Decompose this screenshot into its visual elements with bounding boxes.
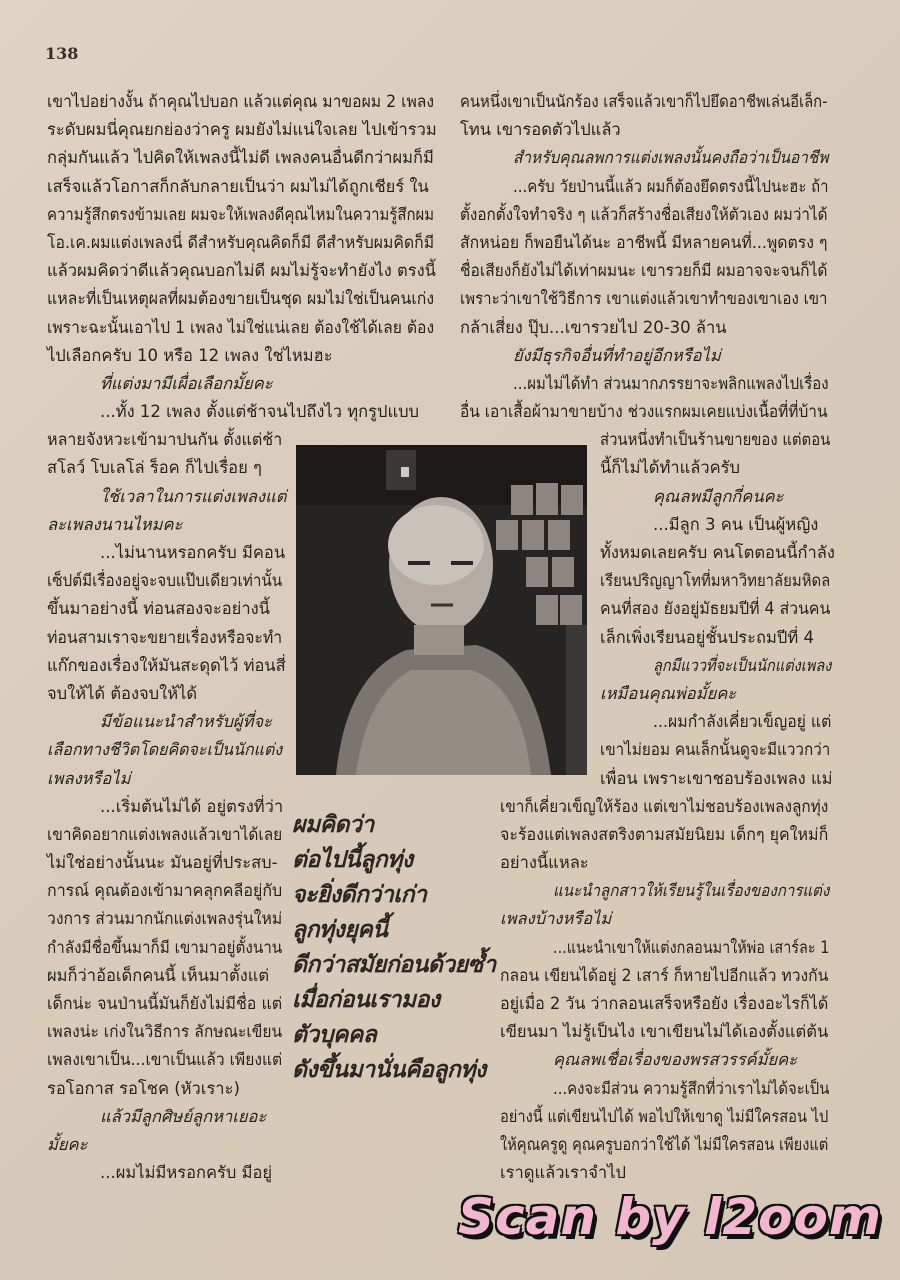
text-line: ผมก็ว่าอ้อเด็กคนนี้ เห็นมาตั้งแต่ (47, 965, 270, 985)
text-line: ...ผมไม่ได้ทำ ส่วนมากภรรยาจะพลิกแพลงไปเรื่อง (513, 373, 829, 393)
portrait-photo (296, 445, 587, 775)
text-line: เพราะฉะนั้นเอาไป 1 เพลง ไม่ใช่แน่เลย ต้องใช้ได้เลย ต้อง (47, 317, 435, 337)
portrait-photo-image (296, 445, 587, 775)
interview-question: มีข้อแนะนำสำหรับผู้ที่จะ (100, 712, 273, 732)
text-line: เพราะว่าเขาใช้วิธีการ เขาแต่งแล้วเขาทำของเขาเอง เขา (460, 289, 828, 309)
text-line: กลอน เขียนได้อยู่ 2 เสาร์ ก็หายไปอีกแล้ว ทวงกัน (500, 965, 829, 985)
text-line: เพลงน่ะ เก่งในวิธีการ ลักษณะเขียน (47, 1022, 283, 1042)
text-line: อย่างนี้ แต่เขียนไปได้ พอไปให้เขาดู ไม่มีใครสอน ไป (500, 1106, 829, 1126)
interview-question: ลูกมีแววที่จะเป็นนักแต่งเพลง (653, 655, 832, 675)
text-line: ความรู้สึกตรงข้ามเลย ผมจะให้เพลงดีคุณไหมในความรู้สึกผม (47, 204, 435, 224)
page-number: 138 (45, 44, 79, 63)
text-line: ตั้งอกตั้งใจทำจริง ๆ แล้วก็สร้างชื่อเสียงให้ตัวเอง ผมว่าได้ (460, 204, 828, 224)
text-line: อย่างนี้แหละ (500, 853, 589, 873)
interview-question: ที่แต่งมามีเผื่อเลือกมั้ยคะ (100, 373, 273, 393)
text-line: ...ผมไม่มีหรอกครับ มีอยู่ (100, 1163, 273, 1183)
interview-question: คุณลพมีลูกกี่คนคะ (653, 486, 784, 506)
pull-quote-line: ดังขึ้นมานั่นคือลูกทุ่ง (292, 1057, 486, 1083)
pull-quote-line: เมื่อก่อนเรามอง (292, 987, 440, 1013)
text-line: ขึ้นมาอย่างนี้ ท่อนสองจะอย่างนี้ (47, 599, 270, 619)
text-line: ส่วนหนึ่งทำเป็นร้านขายของ แต่ตอน (600, 430, 831, 450)
text-line: เด็กน่ะ จนป่านนี้มันก็ยังไม่มีชื่อ แต่ (47, 994, 283, 1013)
text-line: เสร็จแล้วโอกาสก็กลับกลายเป็นว่า ผมไม่ได้ถูกเชียร์ ใน (47, 176, 429, 196)
text-line: อื่น เอาเสื้อผ้ามาขายบ้าง ช่วงแรกผมเคยแบ่งเนื้อที่ที่บ้าน (460, 402, 828, 422)
text-line: ...ผมกำลังเคี่ยวเข็ญอยู่ แต่ (653, 712, 832, 732)
text-line: การณ์ คุณต้องเข้ามาคลุกคลีอยู่กับ (47, 881, 283, 901)
text-line: เล็กเพิ่งเรียนอยู่ชั้นประถมปีที่ 4 (600, 627, 814, 647)
text-line: ไม่ใช่อย่างนั้นนะ มันอยู่ที่ประสบ- (47, 853, 278, 873)
interview-question: เพลงบ้างหรือไม่ (500, 909, 612, 929)
text-line: ชื่อเสียงก็ยังไม่ได้เท่าผมนะ เขารวยก็มี ผมอาจจะจนก็ได้ (460, 261, 828, 281)
text-line: อยู่เมื่อ 2 วัน ว่ากลอนเสร็จหรือยัง เรื่องอะไรก็ได้ (500, 994, 829, 1013)
text-line: แก๊กของเรื่องให้มันสะดุดไว้ ท่อนสี่ (47, 655, 286, 675)
text-line: รอโอกาส รอโชค (หัวเราะ) (47, 1078, 240, 1098)
pull-quote-line: ลูกทุ่งยุคนี้ (292, 917, 388, 943)
text-line: เขาก็เคี่ยวเข็ญให้ร้อง แต่เขาไม่ชอบร้องเพลงลูกทุ่ง (500, 796, 829, 816)
text-line: ให้คุณครูดู คุณครูบอกว่าใช้ได้ ไม่มีใครสอน เพียงแต่ (500, 1134, 829, 1154)
text-line: ระดับผมนี่คุณยกย่องว่าครู ผมยังไม่แน่ใจเลย ไปเข้ารวม (47, 120, 437, 140)
pull-quote-line: ตัวบุคคล (292, 1022, 377, 1048)
text-line: ...ไม่นานหรอกครับ มีคอน (100, 543, 286, 562)
text-line: กล้าเสี่ยง ปุ๊บ...เขารวยไป 20-30 ล้าน (460, 317, 727, 337)
text-line: จบให้ได้ ต้องจบให้ได้ (47, 683, 198, 703)
text-line: หลายจังหวะเข้ามาปนกัน ตั้งแต่ช้า (47, 430, 283, 450)
interview-question: เหมือนคุณพ่อมั้ยคะ (600, 683, 737, 703)
interview-question: มั้ยคะ (47, 1134, 88, 1154)
text-line: สักหน่อย ก็พอยืนได้นะ อาชีพนี้ มีหลายคนที่...พูดตรง ๆ (460, 232, 828, 252)
interview-question: ใช้เวลาในการแต่งเพลงแต่ (100, 486, 287, 506)
text-line: เรียนปริญญาโทที่มหาวิทยาลัยมหิดล (600, 571, 831, 591)
interview-question: คุณลพเชื่อเรื่องของพรสวรรค์มั้ยคะ (553, 1050, 798, 1070)
text-line: เขาคิดอยากแต่งเพลงแล้วเขาได้เลย (47, 824, 283, 844)
scan-watermark: Scan by l2oom (458, 1188, 882, 1246)
text-line: กำลังมีชื่อขึ้นมาก็มี เขามาอยู่ตั้งนาน (47, 937, 283, 957)
text-line: ทั้งหมดเลยครับ คนโตตอนนี้กำลัง (600, 543, 835, 562)
text-line: ไปเลือกครับ 10 หรือ 12 เพลง ใช่ไหมฮะ (47, 345, 333, 365)
text-line: นี้ก็ไม่ได้ทำแล้วครับ (600, 458, 740, 478)
pull-quote-line: ต่อไปนี้ลูกทุ่ง (292, 847, 413, 873)
text-line: เราดูแล้วเราจำไป (500, 1163, 626, 1183)
text-line: คนหนึ่งเขาเป็นนักร้อง เสร็จแล้วเขาก็ไปยึดอาชีพเล่นอีเล็ก- (460, 92, 828, 111)
interview-question: แนะนำลูกสาวให้เรียนรู้ในเรื่องของการแต่ง (553, 881, 830, 901)
pull-quote-line: จะยิ่งดีกว่าเก่า (292, 882, 427, 908)
text-line: ...แนะนำเขาให้แต่งกลอนมาให้พ่อ เสาร์ละ 1 (553, 937, 830, 957)
pull-quote (292, 808, 496, 1088)
text-line: ...ทั้ง 12 เพลง ตั้งแต่ช้าจนไปถึงไว ทุกรูปแบบ (100, 402, 420, 422)
text-line: เขียนมา ไม่รู้เป็นไง เขาเขียนไม่ได้เองตั้งแต่ต้น (500, 1022, 829, 1042)
text-line: กลุ่มกันแล้ว ไปคิดให้เพลงนี้ไม่ดี เพลงคนอื่นดีกว่าผมก็มี (47, 148, 434, 168)
text-line: ...เริ่มต้นไม่ได้ อยู่ตรงที่ว่า (100, 796, 284, 816)
pull-quote-line: ดีกว่าสมัยก่อนด้วยซ้ำ (292, 952, 496, 978)
text-line: เพื่อน เพราะเขาชอบร้องเพลง แม่ (600, 768, 833, 788)
text-line: จะร้องแต่เพลงสตริงตามสมัยนิยม เด็กๆ ยุคใหม่ก็ (500, 824, 829, 844)
text-line: ...มีลูก 3 คน เป็นผู้หญิง (653, 514, 819, 534)
interview-question: เพลงหรือไม่ (47, 768, 131, 788)
text-line: สโลว์ โบเลโล่ ร็อค ก็ไปเรื่อย ๆ (47, 458, 262, 478)
text-line: โอ.เค.ผมแต่งเพลงนี่ ดีสำหรับคุณคิดก็มี ดีสำหรับผมคิดก็มี (47, 232, 435, 252)
text-line: คนที่สอง ยังอยู่มัธยมปีที่ 4 ส่วนคน (600, 599, 831, 619)
text-line: เพลงเขาเป็น...เขาเป็นแล้ว เพียงแต่ (47, 1050, 283, 1070)
text-line: เซ็ปต์มีเรื่องอยู่จะจบแป๊บเดียวเท่านั้น (47, 571, 283, 591)
interview-question: สำหรับคุณลพการแต่งเพลงนั้นคงถือว่าเป็นอาชีพ (513, 148, 829, 168)
text-line: เขาไม่ยอม คนเล็กนั้นดูจะมีแววกว่า (600, 740, 831, 760)
text-line: วงการ ส่วนมากนักแต่งเพลงรุ่นใหม่ (47, 909, 283, 929)
interview-question: เลือกทางชีวิตโดยคิดจะเป็นนักแต่ง (47, 740, 283, 760)
text-line: โทน เขารอดตัวไปแล้ว (460, 120, 621, 140)
text-line: ...คงจะมีส่วน ความรู้สึกที่ว่าเราไม่ได้จะเป็น (553, 1078, 830, 1098)
pull-quote-line: ผมคิดว่า (292, 812, 374, 838)
text-line: แล้วผมคิดว่าดีแล้วคุณบอกไม่ดี ผมไม่รู้จะทำยังไง ตรงนี้ (47, 261, 436, 281)
interview-question: ยังมีธุรกิจอื่นที่ทำอยู่อีกหรือไม่ (513, 345, 721, 365)
text-line: ท่อนสามเราจะขยายเรื่องหรือจะทำ (47, 627, 283, 647)
interview-question: ละเพลงนานไหมคะ (47, 514, 183, 534)
interview-question: แล้วมีลูกศิษย์ลูกหาเยอะ (100, 1106, 267, 1126)
text-line: ...ครับ วัยป่านนี้แล้ว ผมก็ต้องยึดตรงนี้ไปนะฮะ ถ้า (513, 176, 829, 196)
text-line: แหละที่เป็นเหตุผลที่ผมต้องขายเป็นชุด ผมไม่ใช่เป็นคนเก่ง (47, 289, 435, 309)
text-line: เขาไปอย่างงั้น ถ้าคุณไปบอก แล้วแต่คุณ มาขอผม 2 เพลง (47, 92, 435, 111)
